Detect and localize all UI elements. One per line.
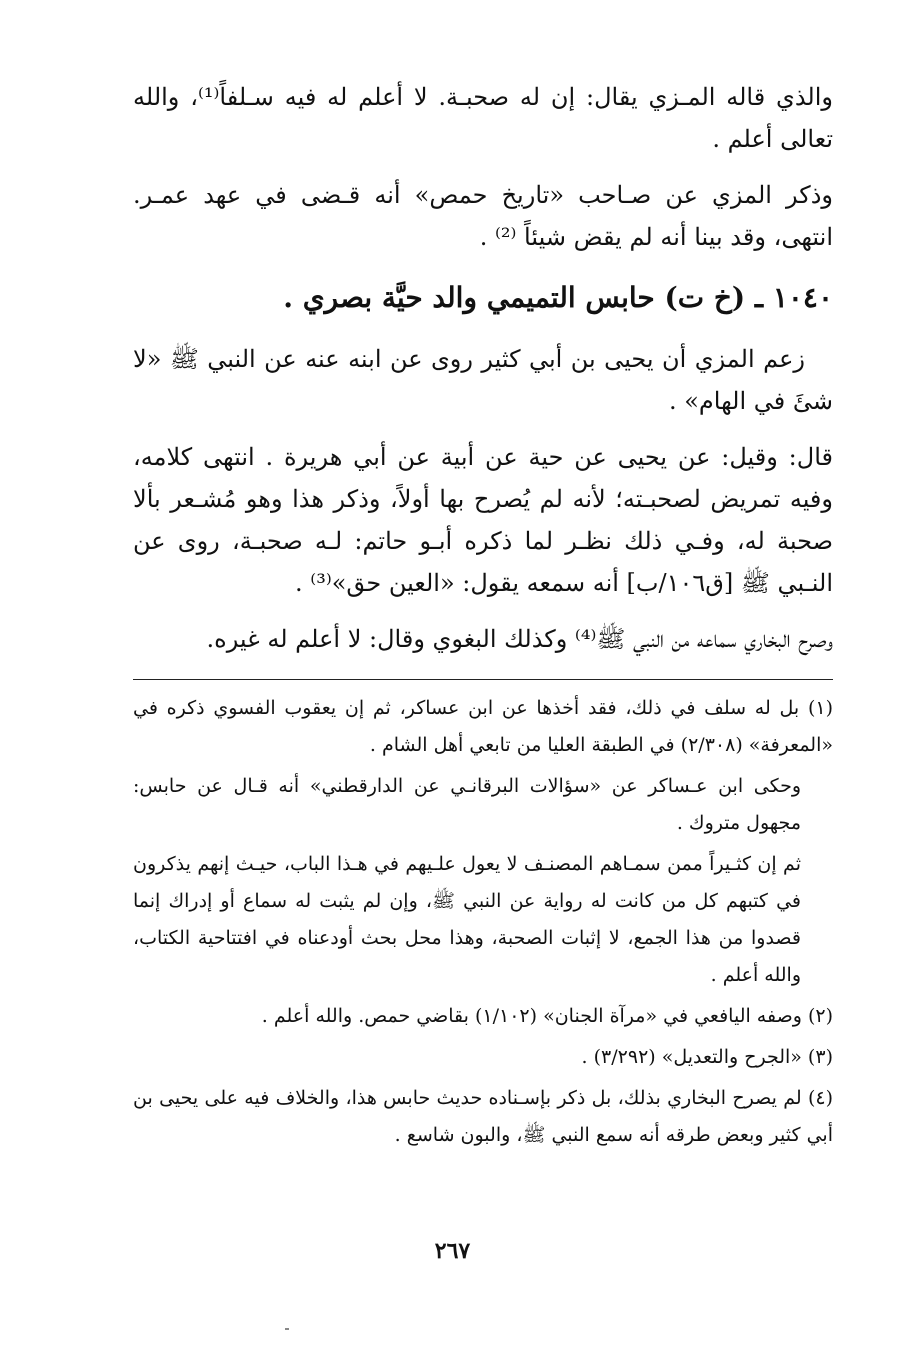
paragraph-5: وصرح البخاري سماعه من النبي ﷺ⁽⁴⁾ وكذلك البغوي وقال: لا أعلم له غيره. — [206, 625, 833, 653]
main-text — [133, 76, 833, 674]
scan-speck — [285, 1328, 289, 1330]
footnote-1: (١) بل له سلف في ذلك، فقد أخذها عن ابن عساكر، ثم إن يعقوب الفسوي ذكره في «المعرفة» (٢/٣٠٨) في الطبقة العليا من تابعي أهل الشام . — [133, 697, 833, 756]
footnote-4: (٤) لم يصرح البخاري بذلك، بل ذكر بإسـناده حديث حابس هذا، والخلاف فيه على يحيى بن أبي كثير وبعض طرقه أنه سمع النبي ﷺ، والبون شاسع . — [133, 1087, 833, 1146]
paragraph-3: زعم المزي أن يحيى بن أبي كثير روى عن ابنه عنه عن النبي ﷺ «لا شئَ في الهام» . — [133, 345, 833, 415]
footnote-1-continued: وحكى ابن عـساكر عن «سؤالات البرقانـي عن الدارقطني» أنه قـال عن حابس: مجهول متروك . — [133, 775, 801, 834]
footnote-3: (٣) «الجرح والتعديل» (٣/٢٩٢) . — [581, 1046, 833, 1068]
entry-heading: ١٠٤٠ ـ (خ ت) حابس التميمي والد حيَّة بصري . — [283, 281, 833, 314]
footnote-2: (٢) وصفه اليافعي في «مرآة الجنان» (١/١٠٢) بقاضي حمص. والله أعلم . — [261, 1005, 833, 1027]
footnote-1-remark: ثم إن كثـيراً ممن سمـاهم المصنـف لا يعول علـيهم في هـذا الباب، حيـث إنهم يذكرون في كتبهم كل من كانت له رواية عن النبي ﷺ، وإن لم يثبت له سماع أو إدراك إنما قصدوا من هذا الجمع، لا إثبات الصحبة، وهذا محل بحث أودعناه في افتتاحية الكتاب، والله أعلم . — [133, 853, 801, 986]
footnote-divider — [133, 679, 833, 680]
footnotes — [133, 690, 833, 1158]
paragraph-4: قال: وقيل: عن يحيى عن حية عن أبية عن أبي هريرة . انتهى كلامه، وفيه تمريض لصحبـته؛ لأنه لم يُصرح بها أولاً، وذكر هذا وهو مُشـعر بألا صحبة له، وفـي ذلك نظـر لما ذكره أبـو حاتم: لـه صحبـة، روى عن النـبي ﷺ [ق١٠٦/ب] أنه سمعه يقول: «العين حق»⁽³⁾ . — [133, 443, 833, 597]
page-number: ٢٦٧ — [434, 1238, 471, 1264]
paragraph-2: وذكر المزي عن صـاحب «تاريخ حمص» أنه قـضى في عهد عمـر. انتهى، وقد بينا أنه لم يقض شيئاً ⁽²⁾ . — [133, 181, 833, 251]
paragraph-1: والذي قاله المـزي يقال: إن له صحبـة. لا أعلم له فيه سـلفاً⁽¹⁾، والله تعالى أعلم . — [133, 83, 833, 153]
